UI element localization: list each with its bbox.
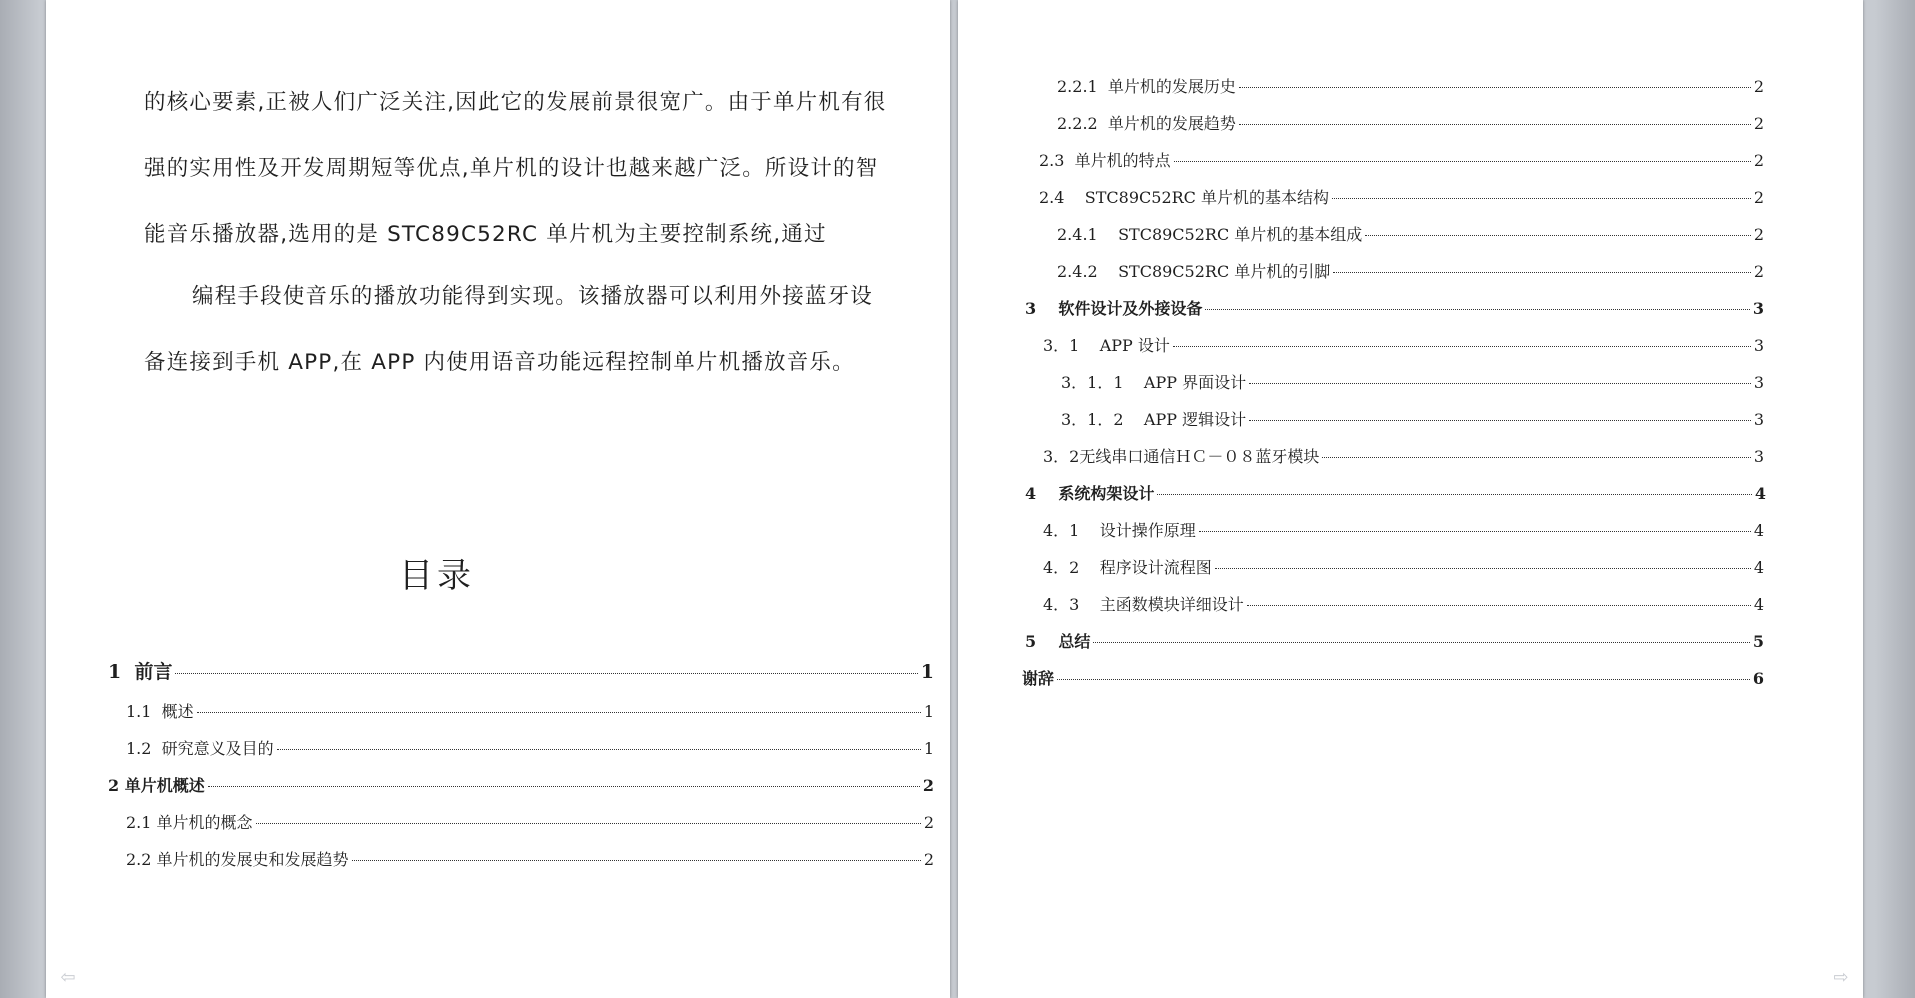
toc-page-number: 4 xyxy=(1753,521,1764,540)
toc-number: 2.2 xyxy=(126,850,157,869)
toc-page-number: 3 xyxy=(1753,336,1764,355)
toc-entry-3-1-1[interactable] xyxy=(1061,370,1764,393)
dot-leader xyxy=(1205,309,1749,310)
toc-page-number: 2 xyxy=(1753,262,1764,281)
toc-label: STC89C52RC 单片机的基本组成 xyxy=(1118,225,1363,244)
toc-label: STC89C52RC 单片机的引脚 xyxy=(1118,262,1331,281)
dot-leader xyxy=(1215,568,1751,569)
toc-number: 3．2 xyxy=(1043,447,1080,466)
toc-page-number: 5 xyxy=(1752,632,1764,651)
toc-number: 3 xyxy=(1025,299,1059,318)
toc-page-number: 1 xyxy=(920,661,934,683)
dot-leader xyxy=(256,823,921,824)
toc-entry-2-4-1[interactable] xyxy=(1057,222,1764,245)
toc-label: 研究意义及目的 xyxy=(161,739,274,758)
toc-number: 2.4.1 xyxy=(1057,225,1119,244)
toc-page-number: 3 xyxy=(1752,299,1764,318)
toc-entry-1-1[interactable] xyxy=(126,699,934,722)
dot-leader xyxy=(1239,87,1751,88)
toc-entry-acknowledgements[interactable] xyxy=(1022,666,1764,689)
toc-label: 单片机的概念 xyxy=(156,813,253,832)
dot-leader xyxy=(1333,272,1751,273)
toc-number: 1.1 xyxy=(126,702,162,721)
toc-number: 5 xyxy=(1025,632,1059,651)
toc-page-number: 1 xyxy=(923,702,934,721)
next-page-arrow-icon[interactable]: ⇨ xyxy=(1833,967,1849,988)
toc-entry-2-2[interactable] xyxy=(126,847,934,870)
toc-entry-4[interactable] xyxy=(1025,481,1766,504)
toc-label: 单片机的发展史和发展趋势 xyxy=(156,850,349,869)
toc-page-number: 4 xyxy=(1754,484,1766,503)
toc-label: 单片机的发展历史 xyxy=(1107,77,1236,96)
toc-number: 1.2 xyxy=(126,739,162,758)
toc-entry-2-4[interactable] xyxy=(1039,185,1764,208)
dot-leader xyxy=(277,749,921,750)
toc-page-number: 2 xyxy=(1753,151,1764,170)
toc-label: 谢辞 xyxy=(1022,669,1055,688)
toc-page-number: 2 xyxy=(923,850,934,869)
paragraph-line-4: 编程手段使音乐的播放功能得到实现。该播放器可以利用外接蓝牙设 xyxy=(192,284,874,309)
toc-label: 前言 xyxy=(134,661,173,683)
paragraph-line-1: 的核心要素,正被人们广泛关注,因此它的发展前景很宽广。由于单片机有很 xyxy=(144,90,887,115)
toc-label: 软件设计及外接设备 xyxy=(1058,299,1203,318)
toc-number: 2.2.1 xyxy=(1057,77,1108,96)
toc-page-number: 1 xyxy=(923,739,934,758)
dot-leader xyxy=(1093,642,1749,643)
toc-label: 单片机概述 xyxy=(124,776,205,795)
toc-entry-4-3[interactable] xyxy=(1043,592,1764,615)
dot-leader xyxy=(1174,161,1751,162)
paragraph-line-3: 能音乐播放器,选用的是 STC89C52RC 单片机为主要控制系统,通过 xyxy=(144,222,827,247)
toc-number: 4．3 xyxy=(1043,595,1100,614)
dot-leader xyxy=(175,673,917,674)
toc-entry-3-1-2[interactable] xyxy=(1061,407,1764,430)
toc-page-number: 3 xyxy=(1753,373,1764,392)
toc-label: APP 界面设计 xyxy=(1143,373,1247,392)
paragraph-line-5: 备连接到手机 APP,在 APP 内使用语音功能远程控制单片机播放音乐。 xyxy=(144,350,855,375)
toc-number: 4．2 xyxy=(1043,558,1100,577)
toc-label: 设计操作原理 xyxy=(1099,521,1196,540)
toc-number: 2.4.2 xyxy=(1057,262,1119,281)
toc-page-number: 2 xyxy=(922,776,934,795)
dot-leader xyxy=(1247,605,1751,606)
right-page xyxy=(958,0,1863,998)
toc-entry-1-2[interactable] xyxy=(126,736,934,759)
toc-entry-2-2-2[interactable] xyxy=(1057,111,1764,134)
toc-page-number: 3 xyxy=(1753,410,1764,429)
toc-page-number: 2 xyxy=(923,813,934,832)
dot-leader xyxy=(1199,531,1751,532)
dot-leader xyxy=(208,786,920,787)
toc-label: APP 逻辑设计 xyxy=(1143,410,1247,429)
toc-number: 2.3 xyxy=(1039,151,1075,170)
prev-page-arrow-icon[interactable]: ⇦ xyxy=(60,967,76,988)
toc-entry-2[interactable] xyxy=(108,773,934,796)
toc-label: 程序设计流程图 xyxy=(1099,558,1212,577)
toc-entry-1[interactable] xyxy=(108,657,934,684)
toc-number: 1 xyxy=(108,661,135,683)
toc-entry-4-1[interactable] xyxy=(1043,518,1764,541)
toc-entry-2-4-2[interactable] xyxy=(1057,259,1764,282)
toc-number: 4 xyxy=(1025,484,1059,503)
toc-page-number: 3 xyxy=(1753,447,1764,466)
toc-page-number: 2 xyxy=(1753,114,1764,133)
toc-label: 单片机的发展趋势 xyxy=(1107,114,1236,133)
toc-label: 主函数模块详细设计 xyxy=(1099,595,1244,614)
toc-label: 总结 xyxy=(1058,632,1091,651)
toc-label: 概述 xyxy=(161,702,194,721)
toc-label: 系统构架设计 xyxy=(1058,484,1155,503)
toc-label: 单片机的特点 xyxy=(1074,151,1171,170)
toc-number: 2.2.2 xyxy=(1057,114,1108,133)
dot-leader xyxy=(197,712,921,713)
toc-page-number: 2 xyxy=(1753,225,1764,244)
dot-leader xyxy=(1249,383,1751,384)
toc-number: 3．1．1 xyxy=(1061,373,1144,392)
left-page xyxy=(46,0,950,998)
dot-leader xyxy=(1173,346,1751,347)
toc-label: 无线串口通信ＨＣ－０８蓝牙模块 xyxy=(1079,447,1320,466)
toc-entry-3-2[interactable] xyxy=(1043,444,1764,467)
toc-page-number: 6 xyxy=(1752,669,1764,688)
dot-leader xyxy=(352,860,921,861)
dot-leader xyxy=(1057,679,1750,680)
dot-leader xyxy=(1322,457,1750,458)
toc-label: APP 设计 xyxy=(1099,336,1170,355)
toc-number: 2.1 xyxy=(126,813,157,832)
dot-leader xyxy=(1239,124,1751,125)
toc-page-number: 2 xyxy=(1753,77,1764,96)
toc-label: STC89C52RC 单片机的基本结构 xyxy=(1084,188,1330,207)
toc-number: 3．1．2 xyxy=(1061,410,1144,429)
dot-leader xyxy=(1365,235,1751,236)
toc-number: 2.4 xyxy=(1039,188,1085,207)
toc-entry-5[interactable] xyxy=(1025,629,1764,652)
dot-leader xyxy=(1249,420,1751,421)
toc-number: 4．1 xyxy=(1043,521,1100,540)
toc-entry-4-2[interactable] xyxy=(1043,555,1764,578)
toc-entry-3-1[interactable] xyxy=(1043,333,1764,356)
toc-entry-2-2-1[interactable] xyxy=(1057,74,1764,97)
paragraph-line-2: 强的实用性及开发周期短等优点,单片机的设计也越来越广泛。所设计的智 xyxy=(144,156,879,181)
toc-entry-3[interactable] xyxy=(1025,296,1764,319)
toc-number: 2 xyxy=(108,776,125,795)
toc-entry-2-1[interactable] xyxy=(126,810,934,833)
dot-leader xyxy=(1332,198,1751,199)
toc-page-number: 2 xyxy=(1753,188,1764,207)
dot-leader xyxy=(1157,494,1751,495)
toc-title: 目录 xyxy=(399,556,475,596)
toc-number: 3．1 xyxy=(1043,336,1100,355)
toc-entry-2-3[interactable] xyxy=(1039,148,1764,171)
toc-page-number: 4 xyxy=(1753,558,1764,577)
toc-page-number: 4 xyxy=(1753,595,1764,614)
